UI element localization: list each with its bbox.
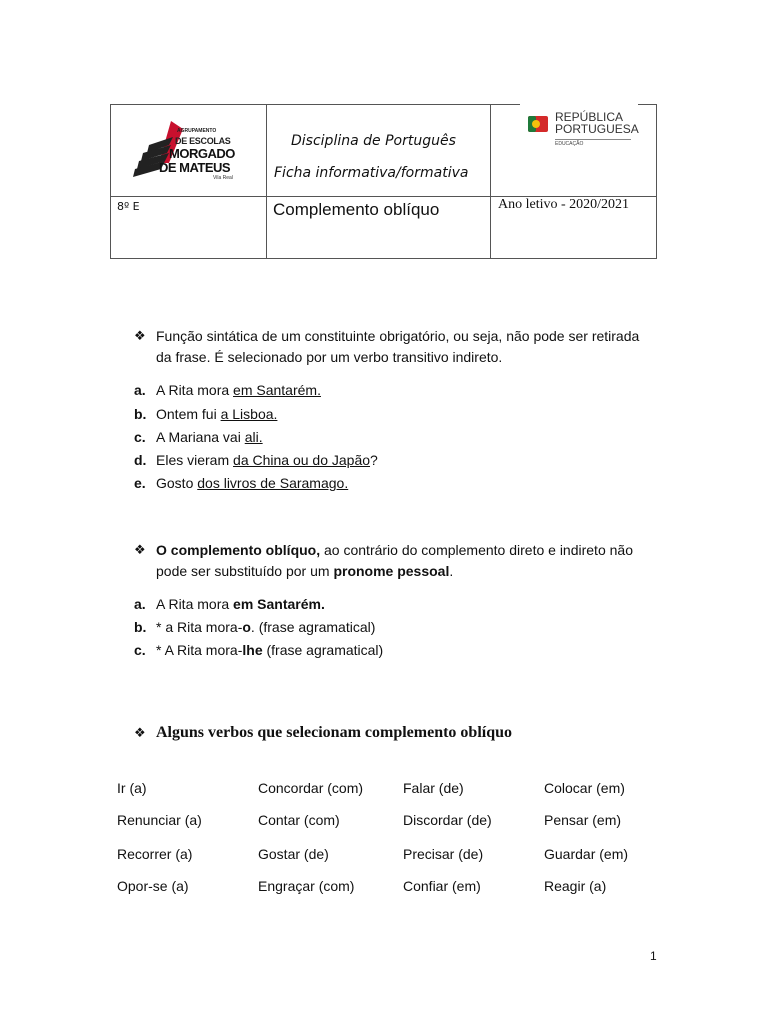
verb-item: Reagir (a) xyxy=(544,878,607,894)
column-divider xyxy=(490,105,491,258)
verb-item: Concordar (com) xyxy=(258,780,364,796)
verb-item: Precisar (de) xyxy=(403,846,484,862)
logo-line4: DE MATEUS xyxy=(159,160,231,175)
gov-logo-line1: REPÚBLICA xyxy=(555,110,624,124)
verb-item: Opor-se (a) xyxy=(117,878,189,894)
logo-line5: Vila Real xyxy=(213,175,233,181)
header-table xyxy=(110,104,657,259)
class-label: 8º E xyxy=(117,200,140,213)
verb-item: Discordar (de) xyxy=(403,812,492,828)
list-item: d. Eles vieram da China ou do Japão? xyxy=(134,452,378,468)
government-logo xyxy=(520,103,638,155)
list-item: b. * a Rita mora-o. (frase agramatical) xyxy=(134,619,376,635)
gov-logo-divider xyxy=(555,139,631,140)
logo-line2: DE ESCOLAS xyxy=(175,136,231,146)
verbs-heading: ❖ Alguns verbos que selecionam complemento oblíquo xyxy=(134,724,513,741)
logo-line3: MORGADO xyxy=(169,146,235,161)
verb-item: Ir (a) xyxy=(117,780,147,796)
school-year: Ano letivo - 2020/2021 xyxy=(498,197,630,212)
substitution-text: O complemento oblíquo, ao contrário do complemento direto e indireto não pode ser substituído por um pronome pessoal. xyxy=(156,542,633,579)
portuguese-flag-icon xyxy=(527,113,549,135)
verb-item: Guardar (em) xyxy=(544,846,629,862)
school-logo xyxy=(129,115,249,191)
column-divider xyxy=(266,105,267,258)
list-item: e. Gosto dos livros de Saramago. xyxy=(134,475,349,491)
verb-item: Gostar (de) xyxy=(258,846,329,862)
verb-item: Renunciar (a) xyxy=(117,812,202,828)
list-item: a. A Rita mora em Santarém. xyxy=(134,596,325,612)
substitution-bullet xyxy=(134,540,654,582)
topic-title: Complemento oblíquo xyxy=(273,200,440,219)
list-item: c. A Mariana vai ali. xyxy=(134,429,263,445)
verb-item: Falar (de) xyxy=(403,780,464,796)
page-number: 1 xyxy=(650,949,657,963)
list-item: c. * A Rita mora-lhe (frase agramatical) xyxy=(134,642,384,658)
verb-item: Engraçar (com) xyxy=(258,878,355,894)
definition-bullet xyxy=(134,326,654,368)
definition-text: Função sintática de um constituinte obrigatório, ou seja, não pode ser retirada da frase. É selecionado por um verbo transitivo indireto. xyxy=(156,328,640,365)
verb-item: Confiar (em) xyxy=(403,878,481,894)
list-item: b. Ontem fui a Lisboa. xyxy=(134,406,278,422)
subject-title: Disciplina de Português xyxy=(291,133,456,149)
gov-logo-line3: EDUCAÇÃO xyxy=(555,141,584,147)
verb-item: Pensar (em) xyxy=(544,812,622,828)
sheet-type: Ficha informativa/formativa xyxy=(274,165,469,181)
list-item: a. A Rita mora em Santarém. xyxy=(134,382,321,398)
verb-item: Contar (com) xyxy=(258,812,340,828)
diamond-bullet-icon: ❖ xyxy=(134,328,146,343)
diamond-bullet-icon: ❖ xyxy=(134,542,146,557)
logo-line1: AGRUPAMENTO xyxy=(177,128,217,134)
verb-item: Recorrer (a) xyxy=(117,846,193,862)
diamond-bullet-icon: ❖ xyxy=(134,725,146,740)
gov-logo-line2: PORTUGUESA xyxy=(555,122,639,136)
verb-item: Colocar (em) xyxy=(544,780,625,796)
